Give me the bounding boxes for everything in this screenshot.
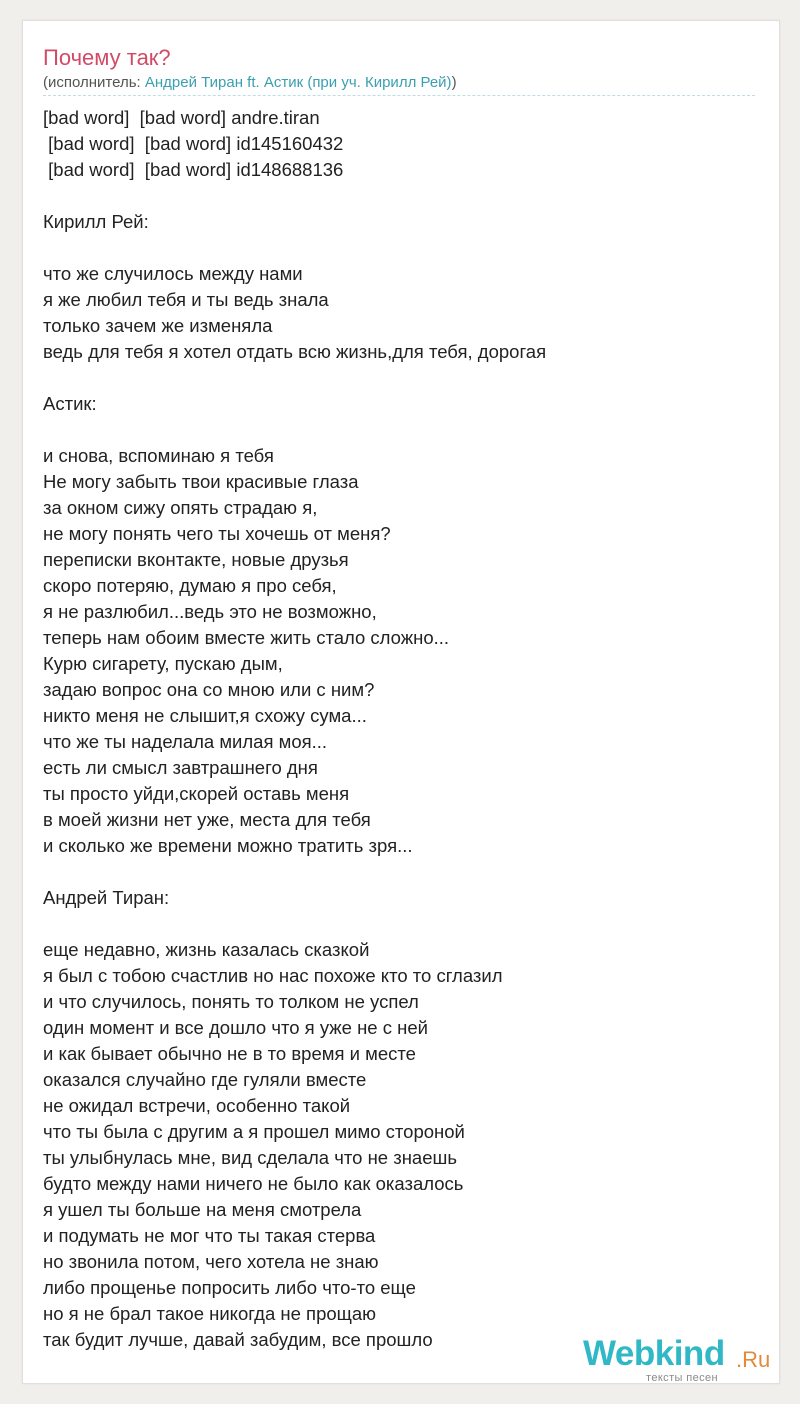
lyric-line <box>43 911 757 937</box>
lyric-line: не могу понять чего ты хочешь от меня? <box>43 523 391 544</box>
lyric-line: я же любил тебя и ты ведь знала <box>43 289 329 310</box>
header-divider <box>43 95 755 96</box>
lyric-line: что же случилось между нами <box>43 263 303 284</box>
lyric-line <box>43 417 757 443</box>
lyric-line: так будит лучше, давай забудим, все прошло <box>43 1329 433 1350</box>
lyric-line <box>43 235 757 261</box>
lyric-line: скоро потеряю, думаю я про себя, <box>43 575 337 596</box>
lyric-line: но я не брал такое никогда не прощаю <box>43 1303 377 1324</box>
lyric-line: [bad word] [bad word] id148688136 <box>43 159 344 180</box>
lyric-line: и сколько же времени можно тратить зря... <box>43 835 413 856</box>
lyric-line: Кирилл Рей: <box>43 211 149 232</box>
lyric-line: что ты была с другим а я прошел мимо стороной <box>43 1121 465 1142</box>
lyric-line: я не разлюбил...ведь это не возможно, <box>43 601 377 622</box>
lyrics-card <box>22 20 780 1384</box>
lyric-line: [bad word] [bad word] andre.tiran <box>43 107 320 128</box>
lyric-line: я был с тобою счастлив но нас похоже кто то сглазил <box>43 965 503 986</box>
lyric-line: но звонила потом, чего хотела не знаю <box>43 1251 379 1272</box>
song-title: Почему так? <box>43 45 171 70</box>
lyric-line: ведь для тебя я хотел отдать всю жизнь,для тебя, дорогая <box>43 341 547 362</box>
lyric-line: Не могу забыть твои красивые глаза <box>43 471 359 492</box>
logo-tld: .Ru <box>736 1347 771 1372</box>
lyric-line: теперь нам обоим вместе жить стало сложно... <box>43 627 450 648</box>
lyric-line: в моей жизни нет уже, места для тебя <box>43 809 371 830</box>
lyric-line: есть ли смысл завтрашнего дня <box>43 757 318 778</box>
lyric-line <box>43 859 757 885</box>
lyric-line: ты просто уйди,скорей оставь меня <box>43 783 350 804</box>
artist-link[interactable]: Андрей Тиран ft. Астик (при уч. Кирилл Рей) <box>144 74 452 91</box>
lyric-line: что же ты наделала милая моя... <box>43 731 328 752</box>
lyric-line: только зачем же изменяла <box>43 315 273 336</box>
lyric-line: и снова, вспоминаю я тебя <box>43 445 274 466</box>
lyric-line: переписки вконтакте, новые друзья <box>43 549 349 570</box>
artist-prefix: (исполнитель: <box>43 74 145 91</box>
logo-wordmark: Webkind <box>583 1334 725 1373</box>
lyric-line: не ожидал встречи, особенно такой <box>43 1095 351 1116</box>
lyric-line: никто меня не слышит,я схожу сума... <box>43 705 367 726</box>
lyric-line: ты улыбнулась мне, вид сделала что не знаешь <box>43 1147 457 1168</box>
artist-suffix: ) <box>451 74 457 91</box>
lyrics-body <box>43 105 757 1353</box>
lyric-line: Курю сигарету, пускаю дым, <box>43 653 283 674</box>
lyric-line: Астик: <box>43 393 97 414</box>
lyric-line: [bad word] [bad word] id145160432 <box>43 133 344 154</box>
site-logo[interactable] <box>583 1334 783 1384</box>
lyric-line: либо прощенье попросить либо что-то еще <box>43 1277 416 1298</box>
lyric-line: и как бывает обычно не в то время и месте <box>43 1043 416 1064</box>
lyric-line: и что случилось, понять то толком не успел <box>43 991 419 1012</box>
lyric-line <box>43 183 757 209</box>
logo-tagline: тексты песен <box>646 1372 719 1384</box>
lyric-line: задаю вопрос она со мною или с ним? <box>43 679 375 700</box>
lyric-line: я ушел ты больше на меня смотрела <box>43 1199 362 1220</box>
lyric-line: еще недавно, жизнь казалась сказкой <box>43 939 370 960</box>
artist-line <box>43 73 457 93</box>
lyric-line <box>43 365 757 391</box>
lyric-line: оказался случайно где гуляли вместе <box>43 1069 367 1090</box>
lyric-line: за окном сижу опять страдаю я, <box>43 497 318 518</box>
lyric-line: Андрей Тиран: <box>43 887 170 908</box>
lyric-line: будто между нами ничего не было как оказалось <box>43 1173 464 1194</box>
lyric-line: один момент и все дошло что я уже не с ней <box>43 1017 428 1038</box>
lyric-line: и подумать не мог что ты такая стерва <box>43 1225 376 1246</box>
